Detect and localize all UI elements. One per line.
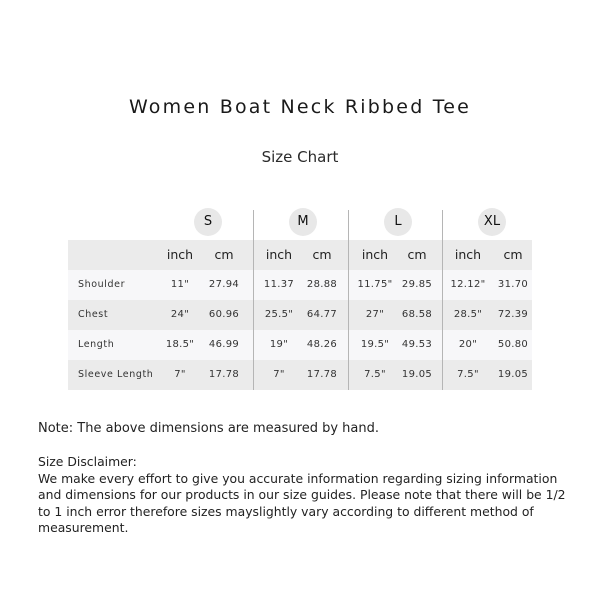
row-label: Sleeve Length	[78, 369, 154, 380]
cell-m-inch: 19"	[269, 339, 289, 350]
cell-m-cm: 48.26	[306, 339, 338, 350]
size-badge-xl: XL	[478, 208, 506, 236]
cell-xl-inch: 12.12"	[450, 279, 486, 290]
cell-l-inch: 7.5"	[364, 369, 386, 380]
size-badge-l: L	[384, 208, 412, 236]
cell-m-cm: 17.78	[306, 369, 338, 380]
cell-xl-cm: 50.80	[497, 339, 529, 350]
cell-l-cm: 29.85	[401, 279, 433, 290]
disclaimer-body: We make every effort to give you accurate information regarding sizing information and dimensions for our products in our size guides. Please note that there will be 1/2 to 1 inch error therefore sizes mayslightly vary according to different method of measurement.	[38, 470, 566, 535]
cell-l-cm: 68.58	[401, 309, 433, 320]
cell-xl-cm: 19.05	[497, 369, 529, 380]
cell-l-cm: 19.05	[401, 369, 433, 380]
unit-header-l-cm: cm	[407, 247, 427, 262]
cell-xl-inch: 28.5"	[453, 309, 483, 320]
page-subtitle: Size Chart	[261, 148, 339, 166]
table-row-sleeve-length	[68, 360, 532, 390]
cell-xl-cm: 72.39	[497, 309, 529, 320]
unit-header-s-cm: cm	[214, 247, 234, 262]
cell-s-inch: 18.5"	[165, 339, 195, 350]
unit-header-s-inch: inch	[166, 247, 194, 262]
size-chart-table	[68, 208, 532, 392]
cell-xl-inch: 20"	[458, 339, 478, 350]
cell-s-cm: 46.99	[208, 339, 240, 350]
size-badge-s: S	[194, 208, 222, 236]
cell-xl-inch: 7.5"	[457, 369, 479, 380]
cell-l-inch: 11.75"	[357, 279, 393, 290]
measurement-note: Note: The above dimensions are measured by hand.	[38, 421, 379, 436]
column-divider	[348, 210, 349, 390]
cell-s-inch: 11"	[170, 279, 190, 290]
cell-s-inch: 7"	[174, 369, 186, 380]
page-title: Women Boat Neck Ribbed Tee	[128, 96, 472, 118]
column-divider	[442, 210, 443, 390]
cell-l-inch: 27"	[365, 309, 385, 320]
table-row-length	[68, 330, 532, 360]
cell-s-cm: 27.94	[208, 279, 240, 290]
cell-m-inch: 7"	[273, 369, 285, 380]
cell-l-inch: 19.5"	[360, 339, 390, 350]
table-row-chest	[68, 300, 532, 330]
unit-header-xl-inch: inch	[454, 247, 482, 262]
unit-header-m-cm: cm	[312, 247, 332, 262]
cell-m-cm: 64.77	[306, 309, 338, 320]
cell-m-cm: 28.88	[306, 279, 338, 290]
table-row-shoulder	[68, 270, 532, 300]
unit-header-xl-cm: cm	[503, 247, 523, 262]
row-label: Shoulder	[78, 279, 126, 290]
cell-m-inch: 25.5"	[264, 309, 294, 320]
size-badge-m: M	[289, 208, 317, 236]
cell-xl-cm: 31.70	[497, 279, 529, 290]
unit-header-m-inch: inch	[265, 247, 293, 262]
unit-header-row	[68, 240, 532, 270]
unit-header-l-inch: inch	[361, 247, 389, 262]
size-disclaimer	[38, 454, 568, 537]
row-label: Length	[78, 339, 115, 350]
cell-s-cm: 60.96	[208, 309, 240, 320]
row-label: Chest	[78, 309, 109, 320]
cell-m-inch: 11.37	[263, 279, 295, 290]
cell-l-cm: 49.53	[401, 339, 433, 350]
disclaimer-heading: Size Disclaimer:	[38, 454, 137, 469]
cell-s-cm: 17.78	[208, 369, 240, 380]
cell-s-inch: 24"	[170, 309, 190, 320]
column-divider	[253, 210, 254, 390]
